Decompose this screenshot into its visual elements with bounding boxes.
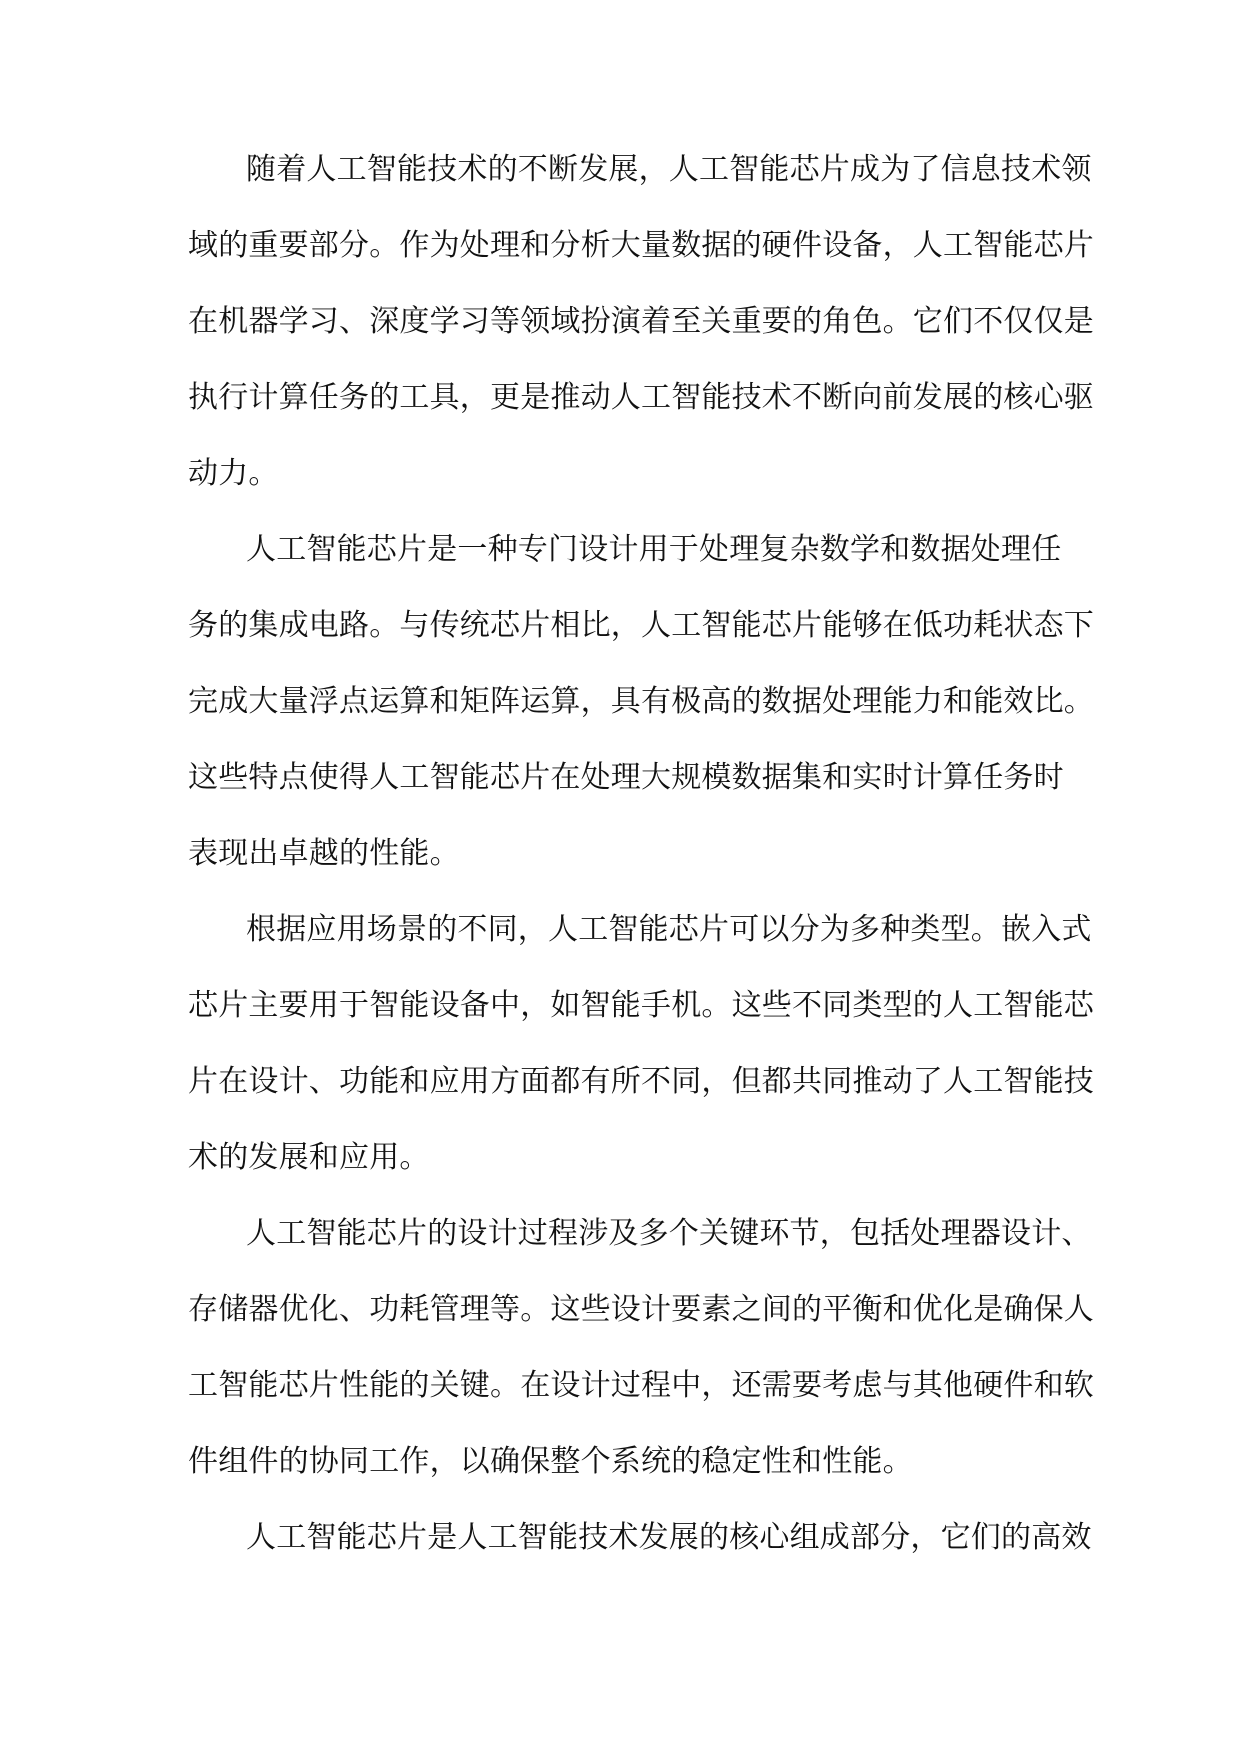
text-line: 人工智能芯片的设计过程涉及多个关键环节，包括处理器设计、 xyxy=(246,1216,1092,1251)
text-line: 存储器优化、功耗管理等。这些设计要素之间的平衡和优化是确保人 xyxy=(188,1292,1094,1327)
text-line: 术的发展和应用。 xyxy=(188,1140,430,1175)
text-line: 动力。 xyxy=(188,456,279,491)
text-line: 件组件的协同工作，以确保整个系统的稳定性和性能。 xyxy=(188,1444,913,1479)
paragraph-1 xyxy=(188,138,1094,518)
text-line: 域的重要部分。作为处理和分析大量数据的硬件设备，人工智能芯片 xyxy=(188,228,1094,263)
text-line: 人工智能芯片是人工智能技术发展的核心组成部分，它们的高效 xyxy=(246,1520,1092,1555)
text-line: 务的集成电路。与传统芯片相比，人工智能芯片能够在低功耗状态下 xyxy=(188,608,1094,643)
paragraph-4 xyxy=(188,1202,1094,1506)
text-line: 在机器学习、深度学习等领域扮演着至关重要的角色。它们不仅仅是 xyxy=(188,304,1094,339)
text-line: 这些特点使得人工智能芯片在处理大规模数据集和实时计算任务时 xyxy=(188,760,1064,795)
text-line: 人工智能芯片是一种专门设计用于处理复杂数学和数据处理任 xyxy=(246,532,1062,567)
paragraph-3 xyxy=(188,898,1094,1202)
text-line: 执行计算任务的工具，更是推动人工智能技术不断向前发展的核心驱 xyxy=(188,380,1094,415)
paragraph-5 xyxy=(188,1506,1092,1582)
paragraph-2 xyxy=(188,518,1094,898)
text-line: 完成大量浮点运算和矩阵运算，具有极高的数据处理能力和能效比。 xyxy=(188,684,1094,719)
text-line: 芯片主要用于智能设备中，如智能手机。这些不同类型的人工智能芯 xyxy=(188,988,1094,1023)
text-line: 片在设计、功能和应用方面都有所不同，但都共同推动了人工智能技 xyxy=(188,1064,1094,1099)
text-line: 表现出卓越的性能。 xyxy=(188,836,460,871)
text-line: 工智能芯片性能的关键。在设计过程中，还需要考虑与其他硬件和软 xyxy=(188,1368,1094,1403)
text-line: 根据应用场景的不同，人工智能芯片可以分为多种类型。嵌入式 xyxy=(246,912,1092,947)
document-body xyxy=(188,138,1094,1582)
text-line: 随着人工智能技术的不断发展，人工智能芯片成为了信息技术领 xyxy=(246,152,1092,187)
